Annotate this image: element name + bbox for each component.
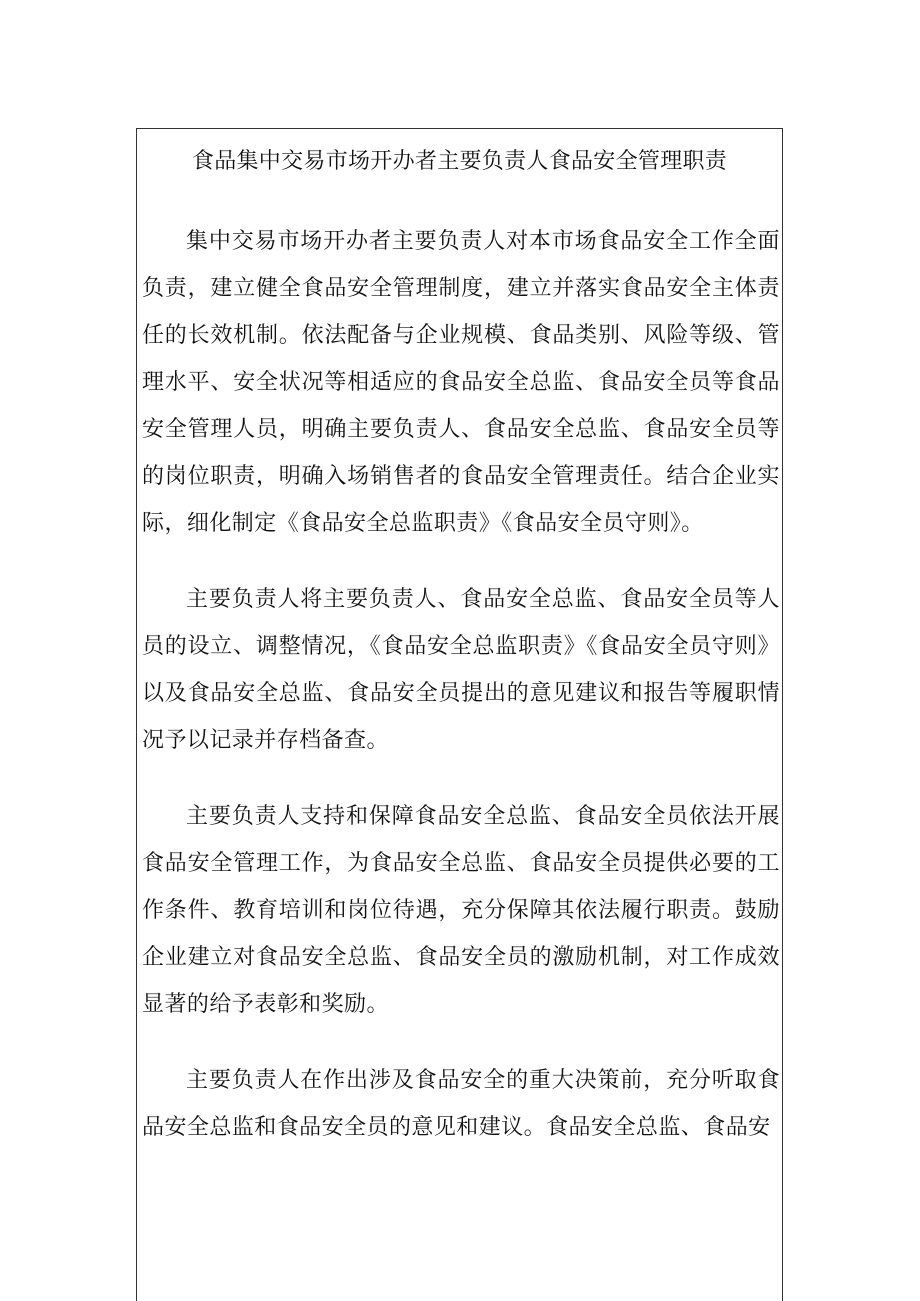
document-body — [142, 218, 780, 1180]
paragraph-records: 主要负责人将主要负责人、食品安全总监、食品安全员等人员的设立、调整情况，《食品安全总监职责》《食品安全员守则》以及食品安全总监、食品安全员提出的意见建议和报告等履职情况予以记录并存档备查。 — [142, 587, 780, 753]
document-title: 食品集中交易市场开办者主要负责人食品安全管理职责 — [191, 149, 728, 174]
paragraph-decisions: 主要负责人在作出涉及食品安全的重大决策前，充分听取食品安全总监和食品安全员的意见和建议。食品安全总监、食品安 — [142, 1068, 780, 1140]
paragraph-support: 主要负责人支持和保障食品安全总监、食品安全员依法开展食品安全管理工作，为食品安全总监、食品安全员提供必要的工作条件、教育培训和岗位待遇，充分保障其依法履行职责。鼓励企业建立对食品安全总监、食品安全员的激励机制，对工作成效显著的给予表彰和奖励。 — [142, 804, 780, 1017]
paragraph-responsibility: 集中交易市场开办者主要负责人对本市场食品安全工作全面负责，建立健全食品安全管理制度，建立并落实食品安全主体责任的长效机制。依法配备与企业规模、食品类别、风险等级、管理水平、安全状况等相适应的食品安全总监、食品安全员等食品安全管理人员，明确主要负责人、食品安全总监、食品安全员等的岗位职责，明确入场销售者的食品安全管理责任。结合企业实际，细化制定《食品安全总监职责》《食品安全员守则》。 — [142, 229, 780, 536]
document-frame — [136, 128, 783, 1301]
